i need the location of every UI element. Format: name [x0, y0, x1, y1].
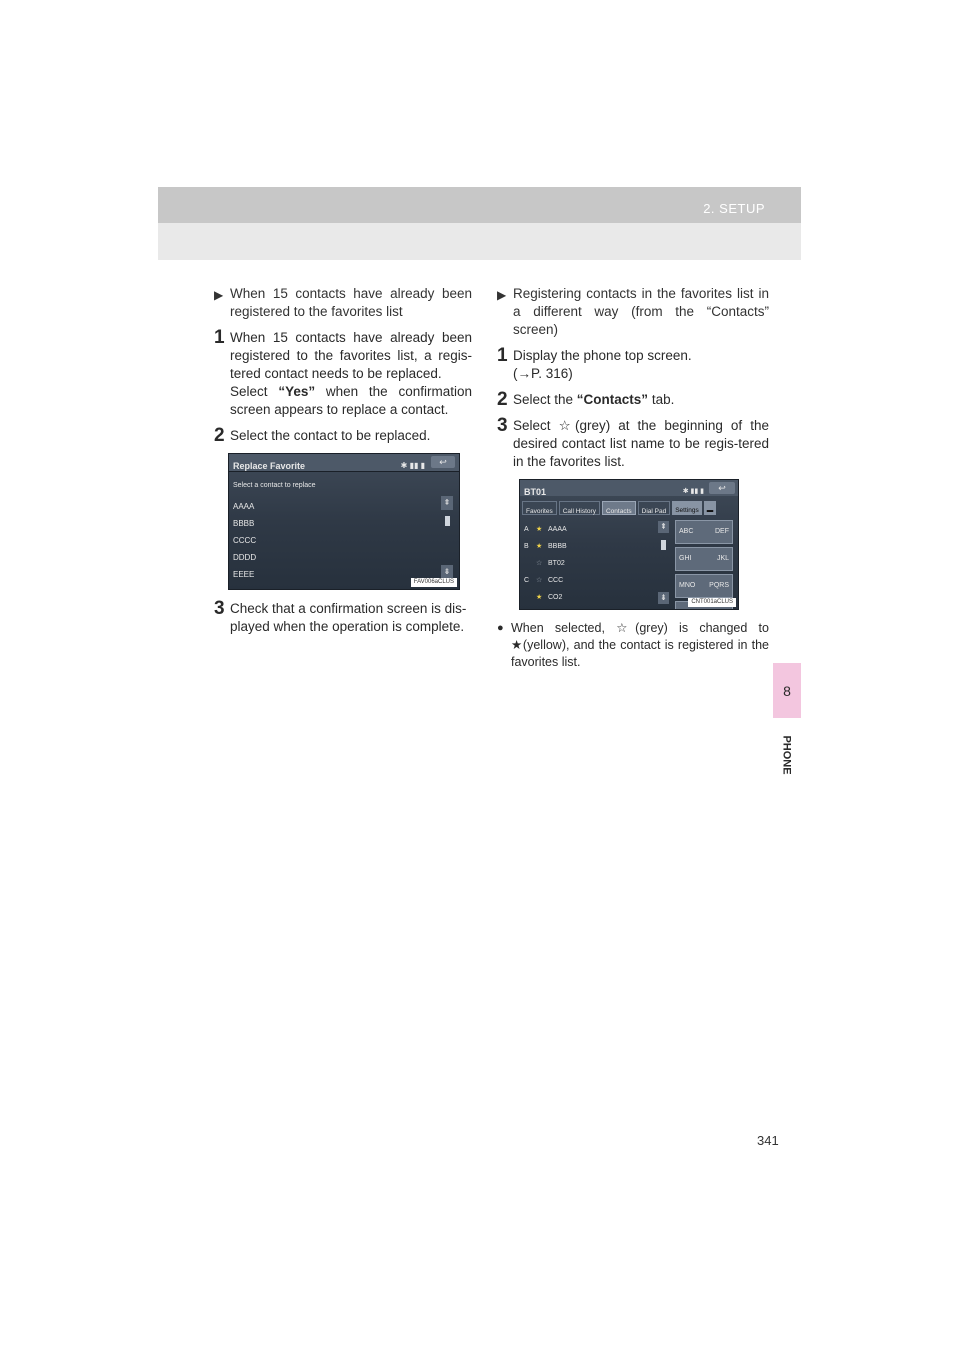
step-text: Select the contact to be replaced. — [230, 428, 431, 443]
star-outline-icon: ☆ — [558, 418, 575, 433]
left-column — [214, 285, 472, 644]
right-step-1 — [497, 347, 769, 383]
replace-favorite-screenshot — [228, 453, 460, 590]
index-letter: C — [524, 577, 530, 584]
header-band — [158, 187, 801, 260]
step-text — [230, 329, 472, 419]
key-label: GHI — [679, 555, 692, 562]
left-step-1 — [214, 329, 472, 419]
contact-name: CO2 — [548, 594, 563, 601]
index-letter: A — [524, 526, 529, 533]
back-icon[interactable]: ↩ — [709, 482, 735, 494]
screen-titlebar — [229, 454, 459, 472]
screen-title: BT01 — [524, 487, 547, 497]
step-text-pre: Select the — [513, 392, 577, 407]
tab-call-history[interactable]: Call History — [559, 501, 600, 515]
list-item[interactable]: EEEE — [233, 570, 255, 579]
step-text-a: When 15 contacts have already been registered to the favorites list, a regis-tered contact needs to be replaced. — [230, 330, 472, 381]
list-item[interactable] — [524, 521, 634, 538]
note-text — [511, 620, 769, 671]
note-text-post: (yellow), and the contact is registered in the favorites list. — [511, 638, 769, 669]
list-item[interactable] — [524, 572, 634, 589]
right-section-heading — [497, 285, 769, 339]
key-label: ABC — [679, 528, 694, 535]
contact-name: BBBB — [548, 543, 567, 550]
contact-name: CCC — [548, 577, 564, 584]
settings-button[interactable]: Settings — [672, 501, 702, 515]
list-item[interactable]: DDDD — [233, 553, 257, 562]
star-icon[interactable]: ☆ — [536, 560, 543, 567]
list-item[interactable] — [524, 538, 634, 555]
left-step-3 — [214, 600, 472, 636]
chapter-number: 8 — [783, 682, 791, 699]
step-text — [513, 391, 769, 409]
contacts-label: “Contacts” — [576, 392, 649, 407]
replace-list — [233, 498, 256, 583]
list-item[interactable] — [524, 589, 634, 606]
key-row[interactable] — [675, 547, 733, 571]
star-icon[interactable]: ★ — [536, 543, 543, 550]
star-filled-icon: ★ — [511, 638, 523, 652]
step-number: 3 — [214, 598, 225, 619]
star-icon[interactable]: ☆ — [536, 577, 543, 584]
star-outline-icon: ☆ — [616, 621, 636, 635]
step-text-post: tab. — [648, 392, 675, 407]
key-label: MNO — [679, 582, 696, 589]
key-label: PQRS — [709, 582, 729, 589]
list-item[interactable]: AAAA — [233, 502, 255, 511]
list-item[interactable] — [524, 555, 634, 572]
step-number: 1 — [497, 345, 508, 366]
section-title: 2. SETUP — [703, 201, 765, 216]
note-text-pre: When selected, — [511, 621, 617, 635]
chapter-tab — [773, 663, 801, 718]
step-text — [513, 347, 769, 383]
star-icon[interactable]: ★ — [536, 526, 543, 533]
list-item[interactable]: BBBB — [233, 519, 255, 528]
contact-list — [524, 521, 634, 606]
bullet-dot-icon: ● — [497, 622, 504, 634]
step-number: 2 — [214, 425, 225, 446]
figure-code: FAV006aCLUS — [411, 578, 457, 587]
left-section-heading — [214, 285, 472, 321]
note — [497, 620, 769, 671]
scroll-up-icon[interactable]: ⇞ — [658, 521, 669, 533]
scroll-down-icon[interactable]: ⇟ — [441, 565, 453, 579]
status-icons: ✱ ▮▮ ▮ — [682, 488, 704, 495]
step-text-a: Display the phone top screen. — [513, 348, 692, 363]
list-item[interactable]: CCCC — [233, 536, 257, 545]
screen-title: Replace Favorite — [233, 461, 306, 471]
key-label: JKL — [716, 555, 729, 562]
scroll-down-icon[interactable]: ⇟ — [658, 592, 669, 604]
right-step-3 — [497, 417, 769, 471]
triangle-bullet-icon: ▶ — [497, 288, 507, 302]
step-text-pre: Select — [513, 418, 559, 433]
triangle-bullet-icon: ▶ — [214, 288, 224, 302]
tab-bar — [522, 501, 736, 515]
step-text — [513, 417, 769, 471]
scrollbar-thumb[interactable] — [661, 540, 666, 550]
left-section-text: When 15 contacts have already been registered to the favorites list — [230, 286, 472, 319]
chapter-label-text: PHONE — [781, 735, 793, 775]
yes-label: “Yes” — [278, 384, 316, 399]
step-text-post: (grey) at the beginning of the desired contact list name to be regis-tered in the favorites list. — [513, 418, 769, 469]
step-number: 2 — [497, 389, 508, 410]
screen-titlebar — [520, 480, 738, 496]
key-label: DEF — [715, 528, 729, 535]
contact-name: BT02 — [548, 560, 565, 567]
star-icon[interactable]: ★ — [536, 594, 543, 601]
tab-favorites[interactable]: Favorites — [522, 501, 557, 515]
key-row[interactable] — [675, 574, 733, 598]
contacts-screenshot — [519, 479, 739, 610]
back-icon[interactable]: ↩ — [431, 456, 455, 468]
scrollbar-thumb[interactable] — [445, 516, 450, 526]
tab-dial-pad[interactable]: Dial Pad — [638, 501, 671, 515]
scroll-up-icon[interactable]: ⇞ — [441, 496, 453, 510]
step-text: Check that a confirmation screen is dis-played when the operation is complete. — [230, 601, 467, 634]
step-text-b-pre: Select — [230, 384, 279, 399]
contact-name: AAAA — [548, 526, 567, 533]
key-row[interactable] — [675, 520, 733, 544]
step-number: 3 — [497, 415, 508, 436]
screen-subtitle: Select a contact to replace — [233, 482, 316, 489]
left-step-2 — [214, 427, 472, 445]
alpha-keypad — [675, 520, 733, 610]
index-letter — [524, 555, 536, 572]
note-text-mid: (grey) is changed to — [635, 621, 769, 635]
header-bar — [158, 187, 801, 223]
keyboard-icon[interactable]: ▬ — [704, 501, 717, 515]
tab-contacts[interactable]: Contacts — [602, 501, 636, 515]
step-text-b-post: when the confirmation screen appears to replace a contact. — [230, 384, 472, 417]
index-letter — [524, 589, 536, 606]
page-number: 341 — [757, 1133, 779, 1148]
index-letter: B — [524, 543, 529, 550]
figure-code: CNT001aCLUS — [688, 598, 736, 607]
right-step-2 — [497, 391, 769, 409]
status-icons: ✱ ▮▮ ▮ — [400, 461, 425, 470]
page-reference: (→P. 316) — [513, 366, 573, 381]
step-number: 1 — [214, 327, 225, 348]
right-column — [497, 285, 769, 671]
right-section-text: Registering contacts in the favorites list in a different way (from the “Contacts” screen) — [513, 286, 769, 337]
chapter-label — [770, 730, 804, 780]
